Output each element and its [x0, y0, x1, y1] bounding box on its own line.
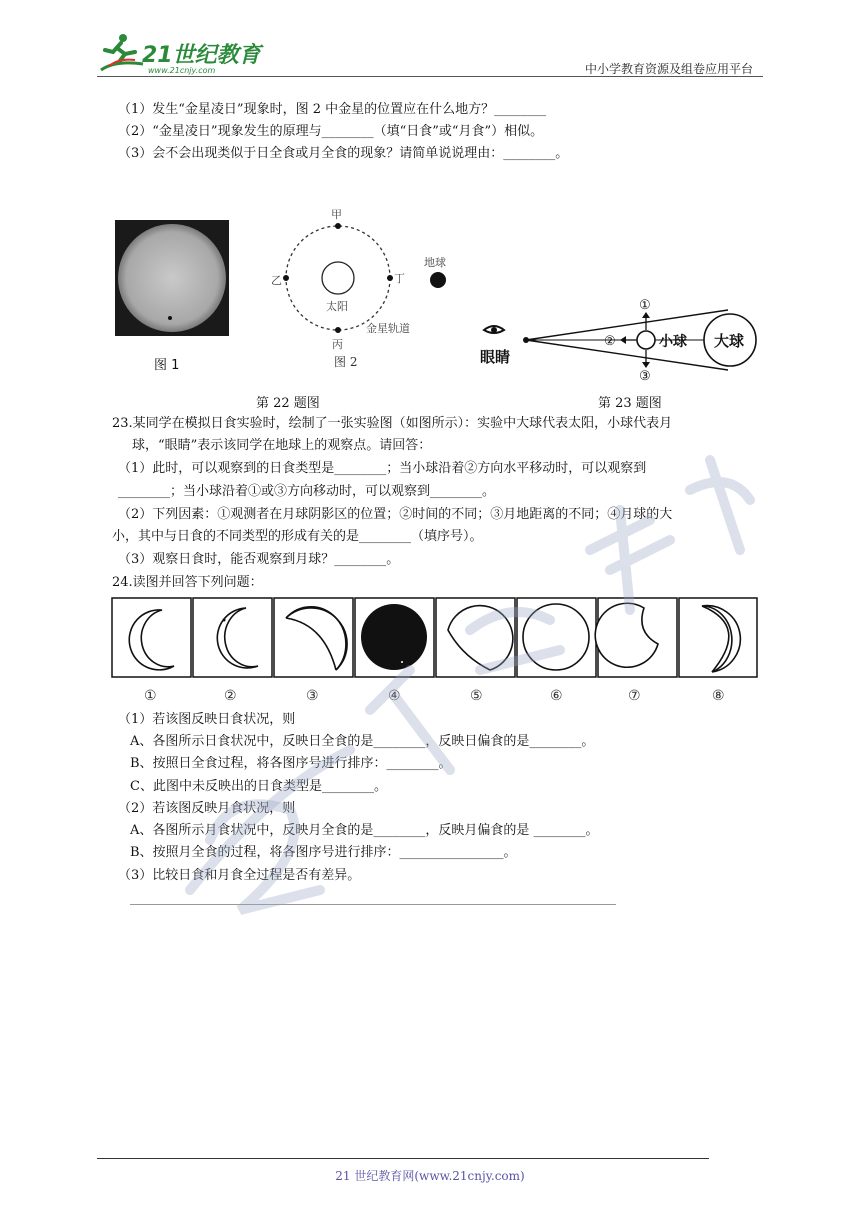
phase-num-3: ③	[306, 688, 319, 704]
phase-6-shape	[523, 604, 589, 670]
answer-blank-line	[130, 904, 616, 905]
eclipse-phases-figure	[110, 596, 760, 708]
footer-divider	[97, 1158, 709, 1159]
label-sun: 太阳	[326, 300, 348, 313]
phase-num-5: ⑤	[470, 688, 483, 704]
eye-label: 眼睛	[480, 348, 511, 366]
q24-line-5: （2）若该图反映月食状况，则	[118, 801, 296, 816]
direction-1-label: ①	[639, 298, 651, 313]
q23-line-4: ________；当小球沿着①或③方向移动时，可以观察到________。	[118, 484, 496, 499]
direction-3-label: ③	[639, 369, 651, 382]
small-ball	[637, 331, 655, 349]
q24-title: 24.读图并回答下列问题：	[112, 575, 263, 590]
q23-line-7: （3）观察日食时，能否观察到月球？________。	[118, 552, 400, 567]
figure-2-label: 图 2	[334, 355, 358, 369]
sun-circle	[322, 262, 354, 294]
phase-num-7: ⑦	[628, 688, 641, 704]
label-jia: 甲	[331, 208, 342, 221]
direction-2-label: ②	[604, 334, 616, 349]
phase-8-shape	[702, 606, 740, 672]
caption-23: 第 23 题图	[598, 396, 662, 411]
caption-22: 第 22 题图	[256, 396, 320, 411]
label-earth: 地球	[424, 256, 446, 269]
footer-text: 21 世纪教育网(www.21cnjy.com)	[335, 1169, 525, 1183]
q23-line-3: （1）此时，可以观察到的日食类型是________；当小球沿着②方向水平移动时，可以观察到	[118, 461, 647, 476]
q23-line-5: （2）下列因素：①观测者在月球阴影区的位置；②时间的不同；③月地距离的不同；④月球的大	[118, 507, 673, 522]
figure-1-sun-photo	[115, 220, 229, 336]
phase-num-1: ①	[144, 688, 157, 704]
header-divider	[97, 76, 763, 77]
phase-5-shape	[448, 606, 513, 670]
phase-3-shape	[286, 608, 347, 670]
q22-line-2: （2）“金星凌日”现象发生的原理与________（填“日食”或“月食”）相似。	[118, 124, 544, 139]
phase-2-shape	[217, 608, 258, 668]
q22-line-1: （1）发生“金星凌日”现象时，图 2 中金星的位置应在什么地方？________	[118, 102, 547, 117]
earth-dot-icon	[430, 272, 446, 288]
label-orbit: 金星轨道	[366, 322, 410, 335]
phase-num-6: ⑥	[550, 688, 563, 704]
q24-line-6: A、各图所示月食状况中，反映月全食的是________，反映月偏食的是 ________。	[130, 823, 599, 838]
q24-line-4: C、此图中未反映出的日食类型是________。	[130, 779, 387, 794]
q24-line-2: A、各图所示日食状况中，反映日全食的是________，反映日偏食的是________。	[130, 734, 595, 749]
phase-4-shape	[361, 604, 427, 670]
header-platform-text: 中小学教育资源及组卷应用平台	[584, 62, 753, 76]
q23-line-2: 球，“眼睛”表示该同学在地球上的观察点。请回答：	[132, 438, 432, 453]
label-bing: 丙	[332, 338, 343, 351]
phase-1-shape	[129, 610, 174, 670]
q24-line-7: B、按照月全食的过程，将各图序号进行排序：________________。	[130, 845, 517, 860]
figure-23-experiment-diagram	[476, 292, 762, 382]
q23-line-1: 23.某同学在模拟日食实验时，绘制了一张实验图（如图所示）：实验中大球代表太阳，小球代表月	[112, 416, 673, 431]
logo-url: www.21cnjy.com	[148, 66, 216, 75]
phase-num-2: ②	[224, 688, 237, 704]
phase-num-4: ④	[388, 688, 401, 704]
q24-line-1: （1）若该图反映日食状况，则	[118, 712, 296, 727]
figure-2-orbit-diagram	[268, 204, 460, 374]
big-ball-label: 大球	[714, 332, 745, 350]
q22-line-3: （3）会不会出现类似于日全食或月全食的现象？请简单说说理由：________。	[118, 146, 569, 161]
small-ball-label: 小球	[659, 334, 687, 350]
figure-1-label: 图 1	[154, 358, 180, 373]
label-yi: 乙	[271, 274, 282, 287]
venus-dot-icon	[168, 316, 172, 320]
phase-7-shape	[595, 603, 658, 667]
runner-logo-icon	[95, 30, 145, 74]
q23-line-6: 小，其中与日食的不同类型的形成有关的是________（填序号）。	[112, 529, 483, 544]
label-ding: 丁	[394, 272, 405, 285]
phase-num-8: ⑧	[712, 688, 725, 704]
logo-text: 21世纪教育	[142, 43, 261, 68]
q24-line-3: B、按照日全食过程，将各图序号进行排序：________。	[130, 756, 452, 771]
q24-line-8: （3）比较日食和月食全过程是否有差异。	[118, 868, 361, 883]
